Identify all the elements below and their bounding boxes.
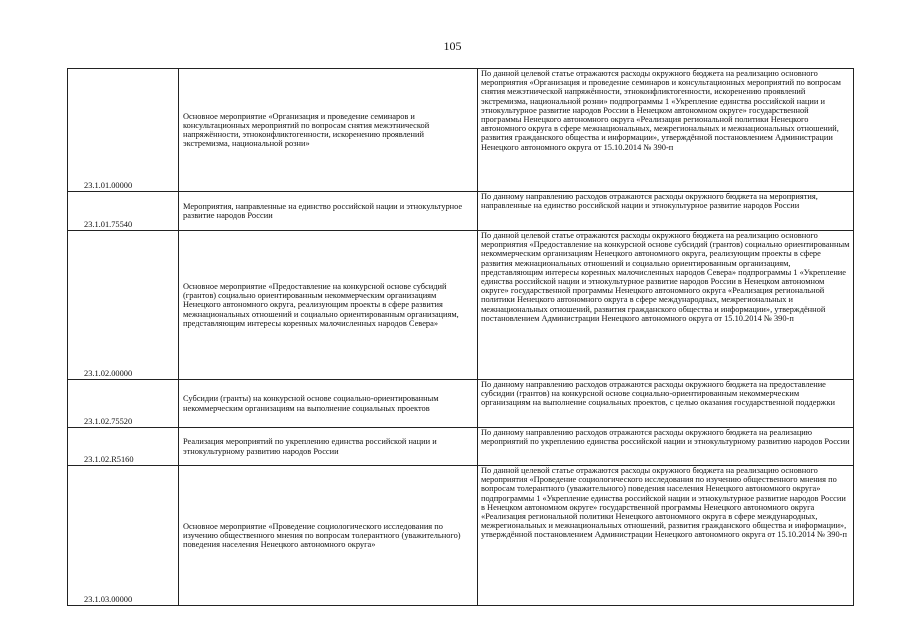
target-article-name: Основное мероприятие «Предоставление на конкурсной основе субсидий (грантов) социально ориентированным некоммерческим организациям Ненецкого автономного округа, реализующим проекты в сфере развития межнациональных отношений и социально ориентированным организациям, представляющим интересы коренных малочисленных народов Севера» xyxy=(179,231,478,380)
target-article-name: Субсидии (гранты) на конкурсной основе социально-ориентированным некоммерческим организациям на выполнение социальных проектов xyxy=(179,380,478,428)
target-article-name: Основное мероприятие «Проведение социологического исследования по изучению общественного мнения по вопросам толерантного (уважительного) поведения населения Ненецкого автономного округа» xyxy=(179,466,478,606)
target-article-code: 23.1.02.75520 xyxy=(68,380,179,428)
target-article-description: По данной целевой статье отражаются расходы окружного бюджета на реализацию основного мероприятия «Проведение социологического исследования по изучению общественного мнения по вопросам толерантного (уважительного) поведения населения Ненецкого автономного округа» подпрограммы 1 «Укрепление единства российской нации и этнокультурное развитие народов России в Ненецком автономном округе» государственной программы Ненецкого автономного округа «Реализация региональной политики Ненецкого автономного округа в сфере международных, межрегиональных и межнациональных отношений, развития гражданского общества и информации», утверждённой постановлением Администрации Ненецкого автономного округа от 15.10.2014 № 390-п xyxy=(478,466,854,606)
target-article-name: Основное мероприятие «Организация и проведение семинаров и консультационных мероприятий по вопросам снятия межэтнической напряжённости, этноконфликтогенности, искоренению проявлений экстремизма, национальной розни» xyxy=(179,69,478,192)
table-row xyxy=(68,428,854,466)
target-article-description: По данному направлению расходов отражаются расходы окружного бюджета на мероприятия, направленные на единство российской нации и этнокультурное развитие народов России xyxy=(478,192,854,231)
target-article-description: По данной целевой статье отражаются расходы окружного бюджета на реализацию основного мероприятия «Предоставление на конкурсной основе субсидий (грантов) социально ориентированным некоммерческим организациям Ненецкого автономного округа, реализующим проекты в сфере развития межнациональных отношений и социально ориентированным организациям, представляющим интересы коренных малочисленных народов Севера» подпрограммы 1 «Укрепление единства российской нации и этнокультурное развитие народов России в Ненецком автономном округе» государственной программы Ненецкого автономного округа «Реализация региональной политики Ненецкого автономного округа в сфере международных, межрегиональных и межнациональных отношений, развития гражданского общества и информации», утверждённой постановлением Администрации Ненецкого автономного округа от 15.10.2014 № 390-п xyxy=(478,231,854,380)
target-article-name: Реализация мероприятий по укреплению единства российской нации и этнокультурному развитию народов России xyxy=(179,428,478,466)
target-article-code: 23.1.03.00000 xyxy=(68,466,179,606)
target-article-code: 23.1.02.00000 xyxy=(68,231,179,380)
target-article-code: 23.1.01.75540 xyxy=(68,192,179,231)
target-article-name: Мероприятия, направленные на единство российской нации и этнокультурное развитие народов России xyxy=(179,192,478,231)
target-article-code: 23.1.01.00000 xyxy=(68,69,179,192)
table-row xyxy=(68,69,854,192)
target-article-description: По данному направлению расходов отражаются расходы окружного бюджета на реализацию мероприятий по укреплению единства российской нации и этнокультурному развитию народов России xyxy=(478,428,854,466)
page-number: 105 xyxy=(443,39,462,53)
target-article-code: 23.1.02.R5160 xyxy=(68,428,179,466)
table-row xyxy=(68,380,854,428)
target-article-description: По данному направлению расходов отражаются расходы окружного бюджета на предоставление субсидии (грантов) на конкурсной основе социально-ориентированным некоммерческим организациям на выполнение социальных проектов, с целью оказания государственной поддержки xyxy=(478,380,854,428)
table-row xyxy=(68,231,854,380)
table-row xyxy=(68,192,854,231)
budget-classification-table xyxy=(67,68,854,606)
table-row xyxy=(68,466,854,606)
target-article-description: По данной целевой статье отражаются расходы окружного бюджета на реализацию основного мероприятия «Организация и проведение семинаров и консультационных мероприятий по вопросам снятия межэтнической напряжённости, этноконфликтогенности, искоренению проявлений экстремизма, национальной розни» подпрограммы 1 «Укрепление единства российской нации и этнокультурное развитие народов России в Ненецком автономном округе» государственной программы Ненецкого автономного округа «Реализация региональной политики Ненецкого автономного округа в сфере межнациональных, межрегиональных и межнациональных отношений, развития гражданского общества и информации», утверждённой постановлением Администрации Ненецкого автономного округа от 15.10.2014 № 390-п xyxy=(478,69,854,192)
